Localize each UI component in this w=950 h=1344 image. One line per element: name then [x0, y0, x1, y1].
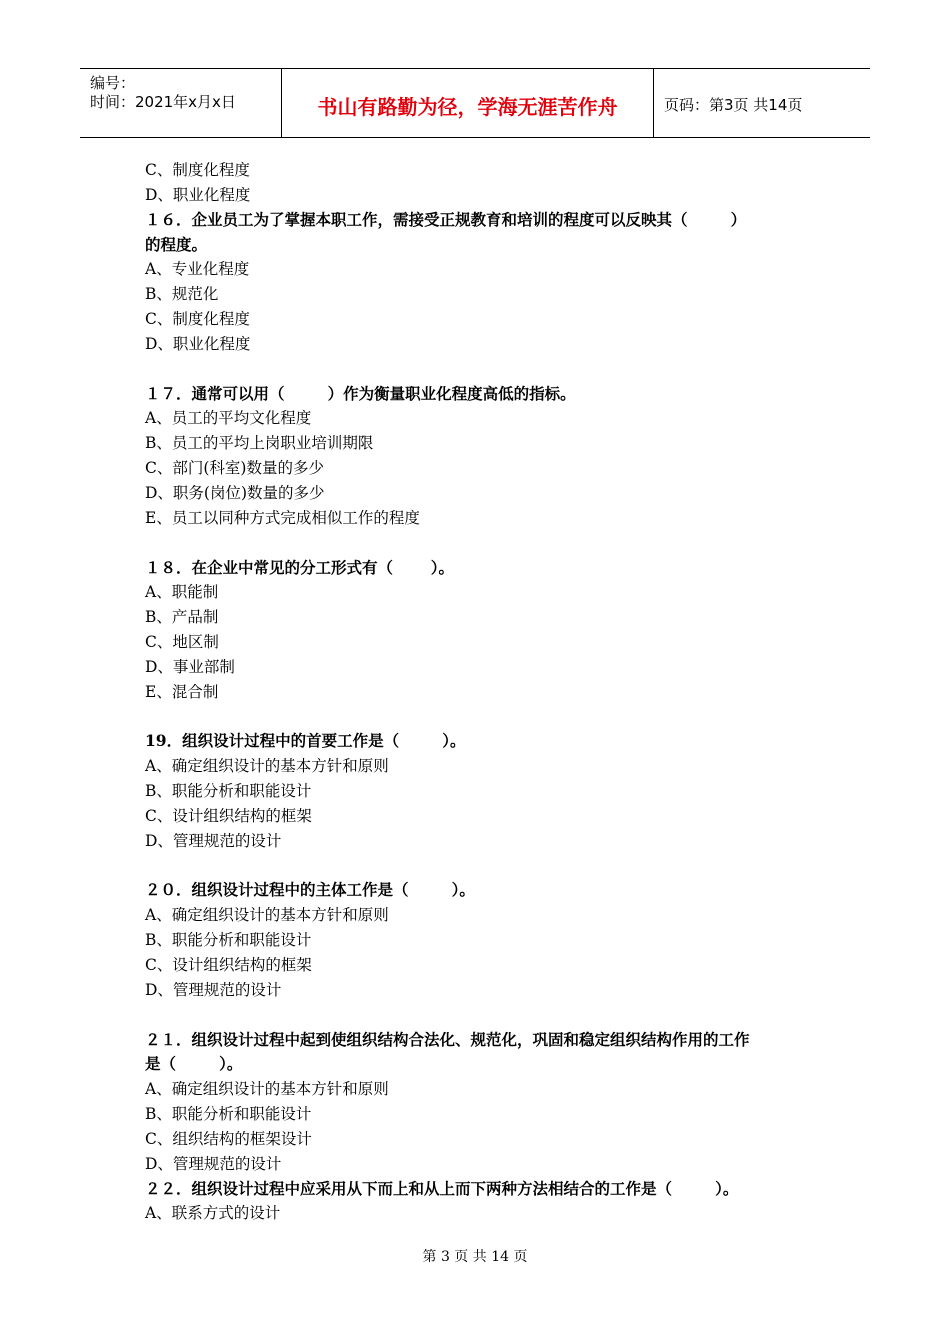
option-text: D、职务(岗位)数量的多少: [145, 483, 325, 502]
option-text: C、部门(科室)数量的多少: [145, 459, 324, 478]
motto-text: 书山有路勤为径，学海无涯苦作舟: [317, 95, 618, 119]
option-text: B、职能分析和职能设计: [145, 782, 312, 801]
question-text: ２０．组织设计过程中的主体工作是（ ）。: [145, 880, 475, 900]
option-text: D、职业化程度: [145, 334, 251, 353]
question-text: １６．企业员工为了掌握本职工作，需接受正规教育和培训的程度可以反映其（ ）: [145, 209, 747, 229]
option-text: C、地区制: [145, 633, 219, 652]
blank-line: [145, 854, 815, 879]
option-text: B、规范化: [145, 285, 219, 304]
page-footer: 第 3 页 共 14 页: [422, 1249, 528, 1265]
option-text: E、员工以同种方式完成相似工作的程度: [145, 508, 420, 527]
blank-line: [145, 1003, 815, 1028]
option-text: E、混合制: [145, 682, 219, 701]
time-label: 时间：2021年x月x日: [90, 93, 236, 111]
blank-line: [145, 531, 815, 556]
option-text: D、事业部制: [145, 657, 235, 676]
option-text: B、职能分析和职能设计: [145, 931, 312, 950]
code-label: 编号：: [90, 74, 136, 92]
question-text: １８．在企业中常见的分工形式有（ ）。: [145, 557, 455, 577]
option-text: C、组织结构的框架设计: [145, 1129, 312, 1148]
option-text: D、管理规范的设计: [145, 831, 282, 850]
question-text: １７．通常可以用（ ）作为衡量职业化程度高低的指标。: [145, 383, 576, 403]
header-meta-cell: [80, 69, 282, 137]
option-text: A、联系方式的设计: [145, 1204, 281, 1223]
blank-line: [145, 357, 815, 382]
option-text: D、管理规范的设计: [145, 980, 282, 999]
option-text: A、确定组织设计的基本方针和原则: [145, 906, 389, 925]
option-text: C、设计组织结构的框架: [145, 956, 312, 974]
page-header: [80, 68, 870, 138]
question-text: 是（ ）。: [145, 1054, 243, 1074]
option-text: C、设计组织结构的框架: [145, 806, 312, 825]
option-text: A、专业化程度: [145, 260, 250, 279]
option-text: B、员工的平均上岗职业培训期限: [145, 434, 374, 453]
document-body: [145, 158, 815, 1226]
option-text: A、职能制: [145, 583, 219, 602]
question-text: 的程度。: [145, 234, 208, 254]
option-text: A、员工的平均文化程度: [145, 409, 312, 428]
page-info: 页码：第3页 共14页: [664, 96, 803, 114]
blank-line: [145, 705, 815, 730]
question-text: ２２．组织设计过程中应采用从下而上和从上而下两种方法相结合的工作是（ ）。: [145, 1178, 739, 1198]
option-text: D、职业化程度: [145, 185, 251, 204]
question-text: 19．组织设计过程中的首要工作是（ ）。: [145, 731, 466, 751]
option-text: A、确定组织设计的基本方针和原则: [145, 757, 389, 776]
question-text: ２１．组织设计过程中起到使组织结构合法化、规范化，巩固和稳定组织结构作用的工作: [145, 1029, 750, 1049]
option-text: C、制度化程度: [145, 310, 250, 329]
option-text: B、职能分析和职能设计: [145, 1105, 312, 1124]
option-text: A、确定组织设计的基本方针和原则: [145, 1080, 389, 1099]
option-text: B、产品制: [145, 608, 219, 627]
option-text: C、制度化程度: [145, 161, 250, 179]
header-motto-cell: [282, 69, 654, 137]
header-page-cell: [654, 69, 870, 137]
option-text: D、管理规范的设计: [145, 1154, 282, 1173]
